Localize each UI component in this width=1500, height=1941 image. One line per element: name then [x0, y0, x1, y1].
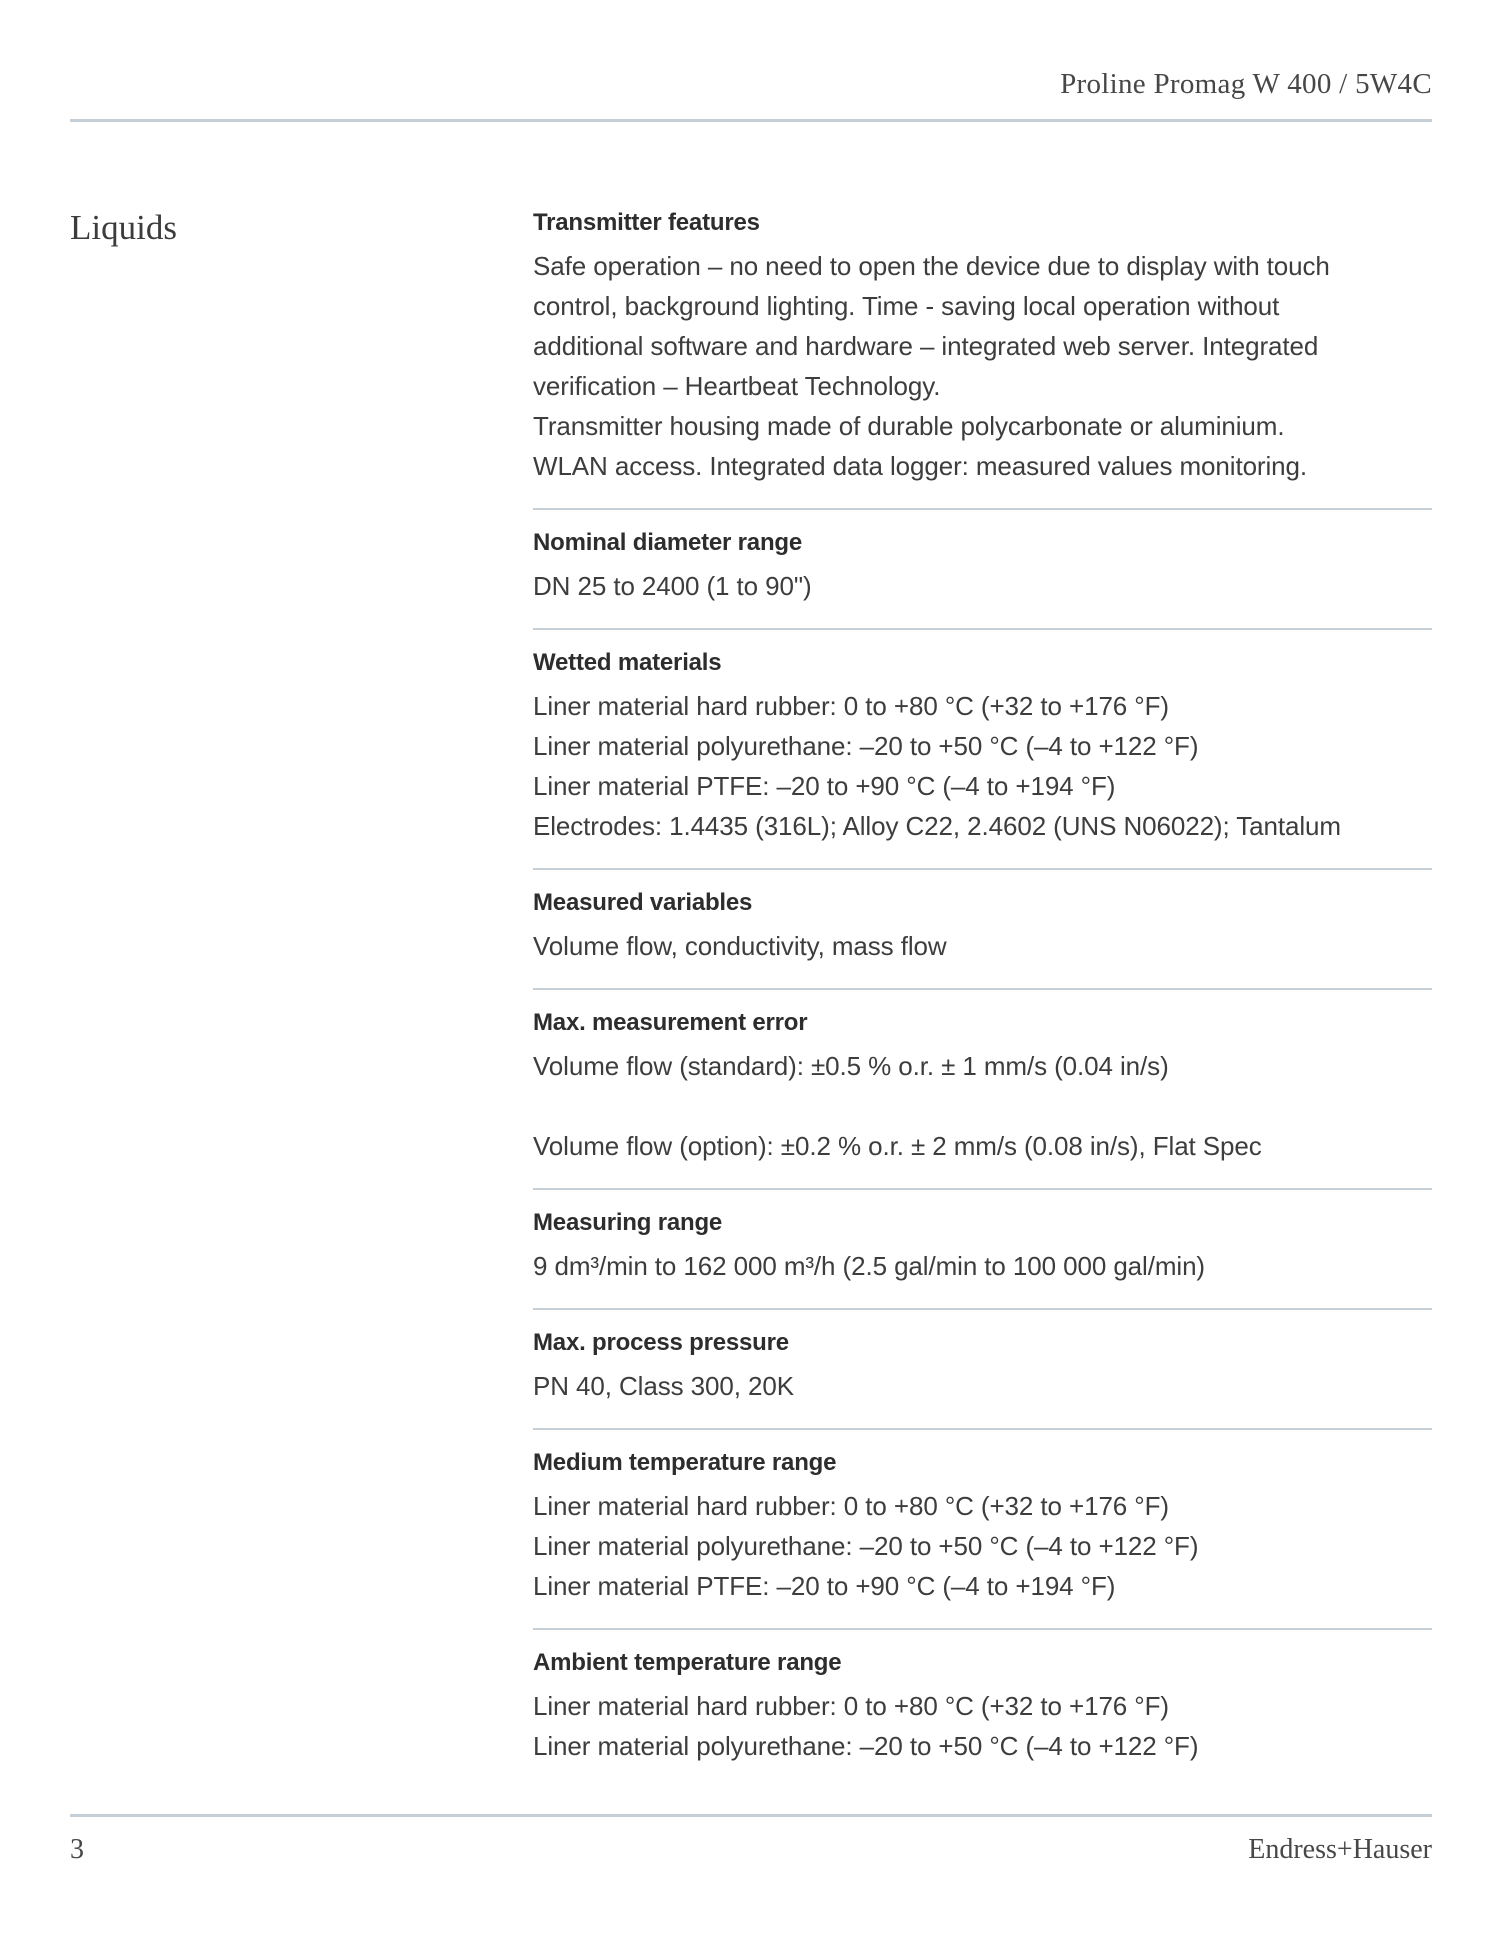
spec-line: additional software and hardware – integrated web server. Integrated: [533, 331, 1319, 361]
spec-line: Liner material hard rubber: 0 to +80 °C (+32 to +176 °F): [533, 691, 1169, 721]
spec-heading: Measuring range: [533, 1209, 723, 1236]
spec-section: [533, 1310, 1432, 1430]
spec-line: Volume flow (standard): ±0.5 % o.r. ± 1 mm/s (0.04 in/s): [533, 1051, 1169, 1081]
spec-section: [533, 870, 1432, 990]
blank-line: [533, 1086, 1432, 1126]
spec-section: [533, 1190, 1432, 1310]
spec-line: Liner material PTFE: –20 to +90 °C (–4 to +194 °F): [533, 1571, 1116, 1601]
spec-heading: Medium temperature range: [533, 1449, 837, 1476]
spec-heading: Wetted materials: [533, 649, 722, 676]
spec-line: Liner material PTFE: –20 to +90 °C (–4 to +194 °F): [533, 771, 1116, 801]
spec-line: Safe operation – no need to open the device due to display with touch: [533, 251, 1330, 281]
spec-line: DN 25 to 2400 (1 to 90"): [533, 571, 812, 601]
content-area: [70, 208, 1432, 1788]
spec-line: WLAN access. Integrated data logger: measured values monitoring.: [533, 451, 1308, 481]
section-title: Liquids: [70, 208, 177, 247]
page-footer: [70, 1834, 1432, 1866]
spec-line: Liner material polyurethane: –20 to +50 °C (–4 to +122 °F): [533, 1731, 1199, 1761]
page-number: 3: [70, 1834, 84, 1865]
header-divider: [70, 119, 1432, 122]
spec-section: [533, 1430, 1432, 1630]
spec-line: PN 40, Class 300, 20K: [533, 1371, 794, 1401]
footer-divider: [70, 1814, 1432, 1817]
spec-heading: Max. measurement error: [533, 1009, 808, 1036]
spec-line: verification – Heartbeat Technology.: [533, 371, 941, 401]
left-column: [70, 208, 533, 248]
spec-line: control, background lighting. Time - saving local operation without: [533, 291, 1280, 321]
spec-line: Liner material hard rubber: 0 to +80 °C (+32 to +176 °F): [533, 1691, 1169, 1721]
spec-section: [533, 630, 1432, 870]
spec-line: Volume flow (option): ±0.2 % o.r. ± 2 mm/s (0.08 in/s), Flat Spec: [533, 1131, 1262, 1161]
spec-heading: Max. process pressure: [533, 1329, 789, 1356]
spec-line: Transmitter housing made of durable polycarbonate or aluminium.: [533, 411, 1285, 441]
spec-heading: Transmitter features: [533, 209, 760, 236]
spec-line: Liner material polyurethane: –20 to +50 °C (–4 to +122 °F): [533, 1531, 1199, 1561]
spec-line: 9 dm³/min to 162 000 m³/h (2.5 gal/min to 100 000 gal/min): [533, 1251, 1205, 1281]
spec-line: Electrodes: 1.4435 (316L); Alloy C22, 2.4602 (UNS N06022); Tantalum: [533, 811, 1341, 841]
spec-line: Liner material hard rubber: 0 to +80 °C (+32 to +176 °F): [533, 1491, 1169, 1521]
spec-line: Liner material polyurethane: –20 to +50 °C (–4 to +122 °F): [533, 731, 1199, 761]
spec-heading: Ambient temperature range: [533, 1649, 842, 1676]
spec-line: Volume flow, conductivity, mass flow: [533, 931, 947, 961]
spec-section: [533, 1630, 1432, 1788]
spec-section: [533, 510, 1432, 630]
document-title: Proline Promag W 400 / 5W4C: [1060, 68, 1432, 100]
spec-section: [533, 990, 1432, 1190]
spec-heading: Nominal diameter range: [533, 529, 803, 556]
spec-list: [533, 208, 1432, 1788]
brand-name: Endress+Hauser: [1248, 1834, 1432, 1865]
spec-heading: Measured variables: [533, 889, 753, 916]
spec-section: [533, 208, 1432, 510]
